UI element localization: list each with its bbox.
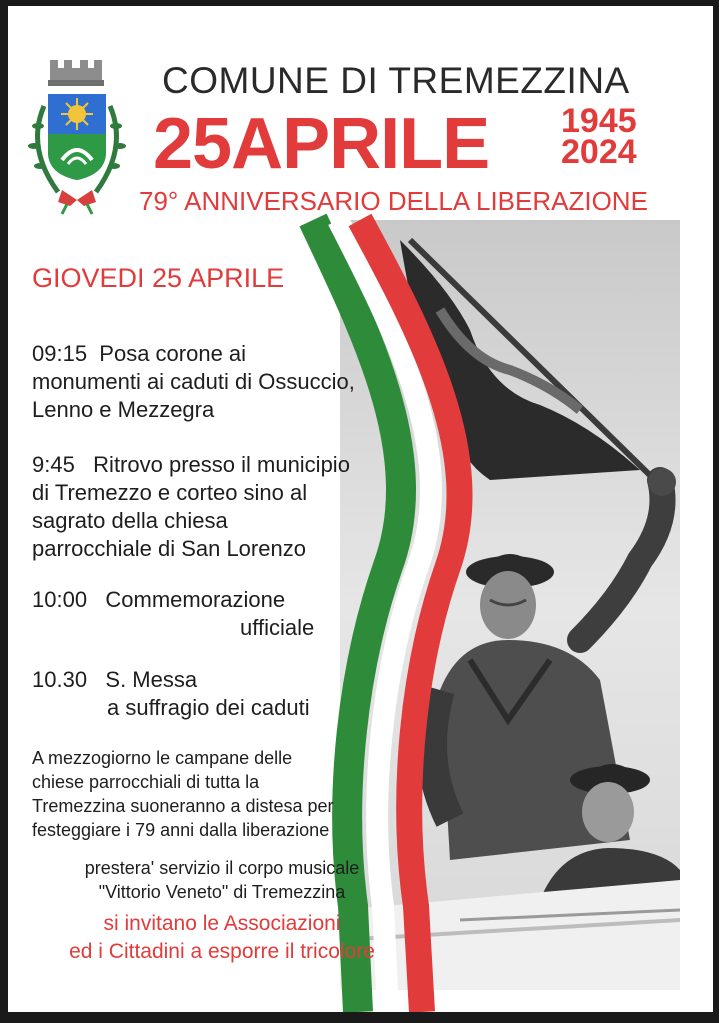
event-line: Ritrovo presso il municipio bbox=[93, 452, 350, 477]
event-time: 9:45 bbox=[32, 452, 75, 477]
event-date-title: 25APRILE bbox=[153, 104, 490, 184]
event-1030 bbox=[32, 666, 362, 722]
note-line: Tremezzina suoneranno a distesa per bbox=[32, 796, 334, 816]
municipality-title: COMUNE DI TREMEZZINA bbox=[162, 60, 630, 101]
note-line: ed i Cittadini a esporre il tricolore bbox=[69, 940, 375, 963]
event-time: 09:15 bbox=[32, 341, 88, 366]
year-start: 1945 bbox=[561, 102, 637, 140]
event-line: monumenti ai caduti di Ossuccio, bbox=[32, 369, 355, 394]
event-line: S. Messa bbox=[105, 667, 198, 692]
note-line: A mezzogiorno le campane delle bbox=[32, 748, 293, 768]
tricolor-invite bbox=[32, 910, 412, 966]
band-note bbox=[32, 856, 412, 904]
event-time: 10.30 bbox=[32, 667, 88, 692]
event-line: Commemorazione bbox=[105, 587, 286, 612]
note-line: si invitano le Associazioni bbox=[103, 912, 341, 935]
bells-note bbox=[32, 746, 382, 842]
event-0945 bbox=[32, 451, 392, 563]
event-line: Posa corone ai bbox=[99, 341, 247, 366]
event-line: a suffragio dei caduti bbox=[107, 695, 310, 720]
event-line: di Tremezzo e corteo sino al bbox=[32, 480, 308, 505]
event-line: Lenno e Mezzegra bbox=[32, 397, 215, 422]
event-0915 bbox=[32, 340, 392, 424]
event-1000 bbox=[32, 586, 362, 642]
event-line: ufficiale bbox=[240, 615, 315, 640]
event-line: parrocchiale di San Lorenzo bbox=[32, 536, 306, 561]
event-line: sagrato della chiesa bbox=[32, 508, 228, 533]
note-line: "Vittorio Veneto" di Tremezzina bbox=[98, 882, 346, 902]
event-day: GIOVEDI 25 APRILE bbox=[32, 263, 285, 293]
note-line: chiese parrocchiali di tutta la bbox=[32, 772, 260, 792]
note-line: prestera' servizio il corpo musicale bbox=[84, 858, 360, 878]
anniversary-subtitle: 79° ANNIVERSARIO DELLA LIBERAZIONE bbox=[139, 186, 648, 216]
year-end: 2024 bbox=[561, 133, 637, 171]
poster bbox=[8, 6, 713, 1012]
event-time: 10:00 bbox=[32, 587, 88, 612]
note-line: festeggiare i 79 anni dalla liberazione bbox=[32, 820, 330, 840]
